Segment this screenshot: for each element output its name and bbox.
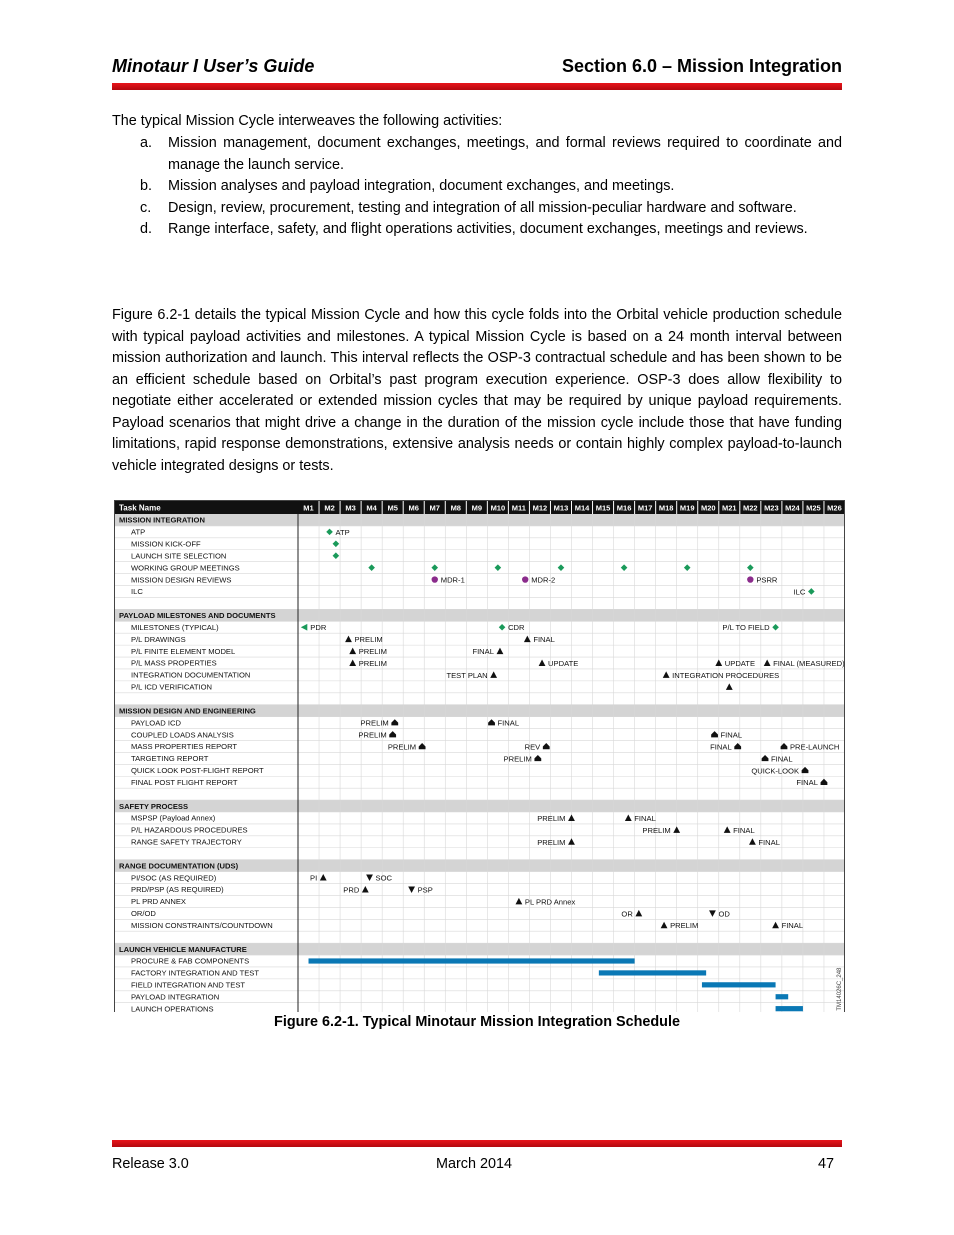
task-label: P/L DRAWINGS xyxy=(131,634,186,644)
task-label: COUPLED LOADS ANALYSIS xyxy=(131,730,234,740)
footer-rule xyxy=(112,1140,842,1147)
house-marker xyxy=(762,755,769,761)
activity-bar xyxy=(309,958,635,963)
triangle-up-marker xyxy=(349,648,356,655)
list-text: Mission management, document exchanges, meetings, and formal reviews required to coordinate and manage the launch service. xyxy=(168,135,842,173)
section-label: MISSION INTEGRATION xyxy=(119,515,205,525)
triangle-left-marker xyxy=(301,624,308,631)
month-header: M5 xyxy=(387,503,398,513)
month-header: M1 xyxy=(303,503,314,513)
task-label: P/L FINITE ELEMENT MODEL xyxy=(131,646,236,656)
month-header: M3 xyxy=(345,503,356,513)
marker-label: FINAL xyxy=(796,778,818,788)
review-circle xyxy=(522,576,528,582)
month-header: M18 xyxy=(658,503,674,513)
marker-label: FINAL xyxy=(710,742,732,752)
section-label: LAUNCH VEHICLE MANUFACTURE xyxy=(119,944,247,954)
task-label: RANGE SAFETY TRAJECTORY xyxy=(131,837,242,847)
milestone-diamond xyxy=(808,588,815,595)
house-marker xyxy=(711,731,718,737)
section-row-bg xyxy=(114,800,845,812)
marker-label: ATP xyxy=(335,527,350,537)
month-header: M22 xyxy=(743,503,758,513)
triangle-up-marker xyxy=(661,922,668,929)
section-row-bg xyxy=(114,514,845,526)
marker-label: REV xyxy=(524,742,541,752)
milestone-diamond xyxy=(431,564,438,571)
milestone-diamond xyxy=(368,564,375,571)
list-letter: c. xyxy=(140,199,152,216)
marker-label: TEST PLAN xyxy=(446,670,488,680)
section-title: Section 6.0 – Mission Integration xyxy=(561,56,842,76)
marker-label: FINAL xyxy=(497,718,520,728)
section-label: PAYLOAD MILESTONES AND DOCUMENTS xyxy=(119,611,276,621)
month-header: M7 xyxy=(429,503,440,513)
task-label: MISSION DESIGN REVIEWS xyxy=(131,575,232,585)
footer-date: March 2014 xyxy=(436,1156,512,1172)
review-circle xyxy=(747,576,753,582)
milestone-diamond xyxy=(333,552,340,559)
month-header: M19 xyxy=(679,503,695,513)
list-letter: b. xyxy=(140,178,153,194)
body-paragraph: Figure 6.2-1 details the typical Mission Cycle and how this cycle folds into the Orbital vehicle production schedule with typical payload activities and milestones. A typical Mission Cycle is based on a 24 month interval between mission authorization and launch. This interval reflects the OSP-3 contractual schedule and has been shown to be an efficient schedule based on Orbital’s past program execution experience. OSP-3 does allow flexibility to negotiate either accelerated or extended mission cycles that may be required by unique payload requirements. Payload scenarios that might drive a change in the duration of the mission cycle include those that have funding limitations, rapid response demonstrations, extensive analysis needs or contain highly complex payload-to-launch vehicle integrated designs or tests. xyxy=(112,307,842,474)
marker-label: PRELIM xyxy=(670,921,699,931)
triangle-up-marker xyxy=(362,886,369,893)
marker-label: ILC xyxy=(793,587,806,597)
review-circle xyxy=(432,576,438,582)
task-label: PAYLOAD ICD xyxy=(131,718,181,728)
month-header: M24 xyxy=(785,503,800,513)
marker-label: PRELIM xyxy=(387,742,417,752)
milestone-diamond xyxy=(747,564,754,571)
triangle-up-marker xyxy=(772,922,779,929)
footer-page-number: 47 xyxy=(817,1156,834,1172)
activity-bar xyxy=(776,994,789,999)
triangle-up-marker xyxy=(349,660,356,667)
month-header: M2 xyxy=(324,503,335,513)
task-label: WORKING GROUP MEETINGS xyxy=(131,563,240,573)
milestone-diamond xyxy=(495,564,502,571)
milestone-diamond xyxy=(621,564,628,571)
month-header: M26 xyxy=(827,503,842,513)
house-marker xyxy=(534,755,541,761)
month-header: M23 xyxy=(764,503,779,513)
list-text: Range interface, safety, and flight operations activities, document exchanges, meetings and reviews. xyxy=(168,221,808,237)
month-header: M11 xyxy=(511,503,526,513)
milestone-diamond xyxy=(326,529,333,536)
marker-label: CDR xyxy=(508,623,525,633)
marker-label: FINAL xyxy=(720,730,743,740)
marker-label: FINAL (MEASURED) xyxy=(773,659,845,668)
milestone-diamond xyxy=(772,624,779,631)
list-text: Design, review, procurement, testing and integration of all mission-peculiar hardware and software. xyxy=(168,199,797,216)
marker-label: PRELIM xyxy=(642,825,671,835)
month-header: M14 xyxy=(574,503,590,513)
marker-label: FINAL xyxy=(771,754,793,764)
activity-list xyxy=(112,133,842,241)
marker-label: MDR-2 xyxy=(531,575,556,585)
month-header: M15 xyxy=(595,503,611,513)
house-marker xyxy=(488,719,495,725)
month-header: M20 xyxy=(700,503,716,513)
marker-label: UPDATE xyxy=(548,659,579,668)
task-label: MSPSP (Payload Annex) xyxy=(131,813,216,823)
marker-label: FINAL xyxy=(733,825,755,835)
task-label: FIELD INTEGRATION AND TEST xyxy=(131,980,246,990)
marker-label: PI xyxy=(310,873,318,883)
task-label: FINAL POST FLIGHT REPORT xyxy=(131,777,238,787)
triangle-up-marker xyxy=(497,648,504,655)
triangle-up-marker xyxy=(490,671,497,678)
triangle-up-marker xyxy=(568,814,575,821)
marker-label: PRELIM xyxy=(537,813,566,823)
house-marker xyxy=(543,743,550,749)
marker-label: FINAL xyxy=(634,813,656,823)
triangle-down-marker xyxy=(709,910,716,917)
month-header: M21 xyxy=(721,503,737,513)
marker-label: PRELIM xyxy=(537,837,566,847)
month-header: M25 xyxy=(806,503,821,513)
list-item xyxy=(112,176,842,198)
milestone-diamond xyxy=(333,541,340,548)
task-name-header: Task Name xyxy=(119,503,161,513)
task-label: PL PRD ANNEX xyxy=(131,897,187,907)
triangle-up-marker xyxy=(539,660,546,667)
task-label: PRD/PSP (AS REQUIRED) xyxy=(131,885,224,895)
task-label: TARGETING REPORT xyxy=(131,754,209,764)
triangle-up-marker xyxy=(724,826,731,833)
list-item xyxy=(112,133,842,176)
triangle-up-marker xyxy=(764,660,771,667)
marker-label: PRD xyxy=(343,885,360,895)
marker-label: INTEGRATION PROCEDURES xyxy=(672,670,780,680)
marker-label: PRELIM xyxy=(358,659,387,668)
marker-label: FINAL xyxy=(472,647,494,657)
task-label: LAUNCH OPERATIONS xyxy=(131,1004,214,1012)
list-letter: d. xyxy=(140,221,153,237)
marker-label: PRELIM xyxy=(503,754,532,764)
task-label: INTEGRATION DOCUMENTATION xyxy=(131,670,251,680)
marker-label: PSRR xyxy=(756,575,778,585)
mission-schedule-chart xyxy=(114,500,846,1012)
triangle-up-marker xyxy=(663,671,670,678)
task-label: PAYLOAD INTEGRATION xyxy=(131,992,220,1002)
house-marker xyxy=(391,719,398,725)
triangle-up-marker xyxy=(635,910,642,917)
month-header: M16 xyxy=(616,503,632,513)
marker-label: MDR-1 xyxy=(440,575,465,585)
triangle-up-marker xyxy=(516,898,523,905)
figure-caption: Figure 6.2-1. Typical Minotaur Mission Integration Schedule xyxy=(274,1014,680,1030)
marker-label: OR xyxy=(621,909,633,919)
month-header: M4 xyxy=(366,503,377,513)
list-letter: a. xyxy=(140,135,153,151)
task-label: PROCURE & FAB COMPONENTS xyxy=(131,956,250,966)
marker-label: P/L TO FIELD xyxy=(722,623,770,633)
marker-label: PRELIM xyxy=(358,730,387,740)
month-header: M10 xyxy=(490,503,506,513)
month-header: M13 xyxy=(553,503,569,513)
marker-label: OD xyxy=(718,909,730,919)
triangle-down-marker xyxy=(408,886,415,893)
task-label: ATP xyxy=(131,527,146,537)
activity-bar xyxy=(776,1006,803,1011)
marker-label: PRELIM xyxy=(354,635,383,645)
marker-label: FINAL xyxy=(758,837,780,847)
triangle-up-marker xyxy=(320,874,327,881)
footer-release: Release 3.0 xyxy=(112,1156,189,1172)
triangle-up-marker xyxy=(345,636,352,643)
triangle-down-marker xyxy=(366,875,373,882)
month-header: M17 xyxy=(637,503,653,513)
marker-label: FINAL xyxy=(781,921,804,931)
task-label: ILC xyxy=(131,587,143,597)
month-header: M8 xyxy=(450,503,461,513)
triangle-up-marker xyxy=(715,660,722,667)
task-label: QUICK LOOK POST-FLIGHT REPORT xyxy=(131,766,264,776)
task-label: P/L MASS PROPERTIES xyxy=(131,658,217,668)
task-label: MISSION KICK-OFF xyxy=(131,539,201,549)
task-label: P/L HAZARDOUS PROCEDURES xyxy=(131,825,248,835)
house-marker xyxy=(821,779,828,785)
marker-label: PDR xyxy=(310,623,327,633)
month-header: M12 xyxy=(532,503,548,513)
marker-label: PRE-LAUNCH xyxy=(789,742,840,752)
triangle-up-marker xyxy=(625,814,632,821)
document-title: Minotaur I User’s Guide xyxy=(112,56,315,76)
triangle-up-marker xyxy=(568,838,575,845)
month-header: M6 xyxy=(408,503,419,513)
marker-label: FINAL xyxy=(533,635,555,645)
list-text: Mission analyses and payload integration, document exchanges, and meetings. xyxy=(168,178,675,194)
marker-label: PRELIM xyxy=(358,647,387,657)
intro-text: The typical Mission Cycle interweaves the following activities: xyxy=(112,113,503,129)
section-label: SAFETY PROCESS xyxy=(119,801,189,811)
marker-label: UPDATE xyxy=(724,659,756,668)
marker-label: PL PRD Annex xyxy=(524,897,576,907)
month-header: M9 xyxy=(471,503,483,513)
figure-id-watermark: TM14026C_248 xyxy=(837,967,843,1011)
activity-bar xyxy=(599,970,706,975)
header-rule xyxy=(112,83,842,90)
section-label: MISSION DESIGN AND ENGINEERING xyxy=(119,706,256,716)
list-item xyxy=(112,219,842,241)
list-item xyxy=(112,198,842,220)
task-label: MISSION CONSTRAINTS/COUNTDOWN xyxy=(131,920,273,930)
marker-label: SOC xyxy=(375,873,392,883)
task-label: PI/SOC (AS REQUIRED) xyxy=(131,873,217,883)
task-label: FACTORY INTEGRATION AND TEST xyxy=(131,968,259,978)
task-label: OR/OD xyxy=(131,909,156,919)
milestone-diamond xyxy=(499,624,506,631)
section-label: RANGE DOCUMENTATION (UDS) xyxy=(119,861,239,871)
triangle-up-marker xyxy=(726,683,733,690)
marker-label: PRELIM xyxy=(360,718,389,728)
task-label: LAUNCH SITE SELECTION xyxy=(131,551,227,561)
task-label: P/L ICD VERIFICATION xyxy=(131,682,213,692)
milestone-diamond xyxy=(558,564,565,571)
task-label: MASS PROPERTIES REPORT xyxy=(131,742,238,752)
marker-label: PSP xyxy=(417,885,433,895)
triangle-up-marker xyxy=(673,826,680,833)
task-label: MILESTONES (TYPICAL) xyxy=(131,622,219,632)
activity-bar xyxy=(702,982,776,987)
house-marker xyxy=(389,731,396,737)
triangle-up-marker xyxy=(749,838,756,845)
marker-label: QUICK-LOOK xyxy=(751,766,800,776)
milestone-diamond xyxy=(684,564,691,571)
